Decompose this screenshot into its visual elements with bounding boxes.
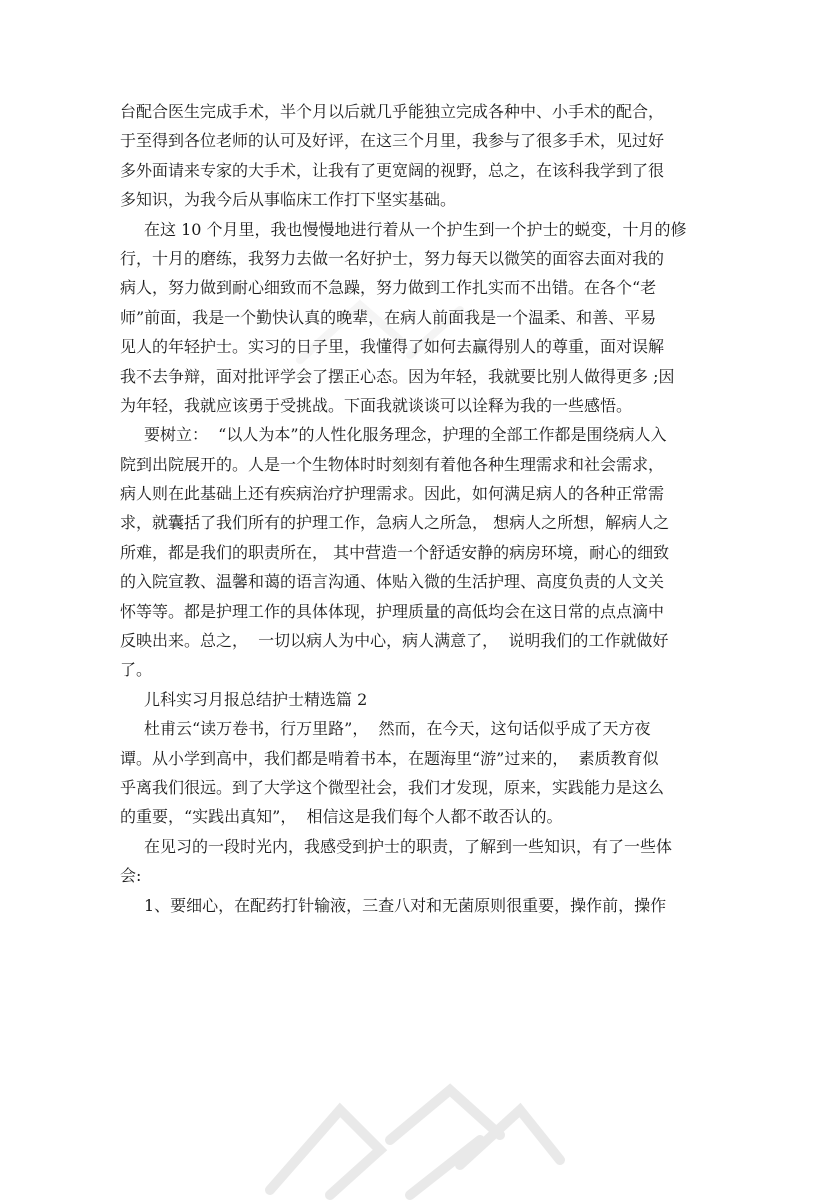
text-line: 多外面请来专家的大手术，让我有了更宽阔的视野，总之，在该科我学到了很	[120, 160, 665, 180]
text-line: 杜甫云“读万卷书，行万里路”， 然而，在今天，这句话似乎成了天方夜	[144, 719, 651, 739]
text-line: 为年轻，我就应该勇于受挑战。下面我就谈谈可以诠释为我的一些感悟。	[120, 395, 633, 415]
text-line: 师”前面，我是一个勤快认真的晚辈，在病人前面我是一个温柔、和善、平易	[120, 307, 657, 327]
text-line: 怀等等。都是护理工作的具体体现，护理质量的高低均会在这日常的点点滴中	[120, 601, 665, 621]
text-line: 院到出院展开的。人是一个生物体时时刻刻有着他各种生理需求和社会需求，	[120, 454, 665, 474]
text-line: 病人则在此基础上还有疾病治疗护理需求。因此，如何满足病人的各种正常需	[120, 484, 665, 504]
watermark-seal-icon	[250, 1080, 580, 1200]
text-line: 的入院宣教、温馨和蔼的语言沟通、体贴入微的生活护理、高度负责的人文关	[120, 572, 665, 592]
text-line: 了。	[120, 660, 153, 680]
text-line: 病人，努力做到耐心细致而不急躁，努力做到工作扎实而不出错。在各个“老	[120, 278, 657, 298]
text-line: 台配合医生完成手术，半个月以后就几乎能独立完成各种中、小手术的配合，	[120, 102, 665, 121]
text-line: 的重要，“实践出真知”， 相信这是我们每个人都不敢否认的。	[120, 807, 563, 827]
text-line: 多知识，为我今后从事临床工作打下坚实基础。	[120, 190, 457, 210]
text-line: 谭。从小学到高中，我们都是啃着书本，在题海里“游”过来的， 素质教育似	[120, 748, 659, 768]
text-line: 儿科实习月报总结护士精选篇 2	[144, 689, 368, 709]
text-line: 见人的年轻护士。实习的日子里，我懂得了如何去赢得别人的尊重，面对误解	[120, 337, 665, 357]
text-line: 所难，都是我们的职责所在， 其中营造一个舒适安静的病房环境，耐心的细致	[120, 542, 670, 562]
text-line: 行，十月的磨练，我努力去做一名好护士，努力每天以微笑的面容去面对我的	[120, 248, 665, 268]
text-line: 于至得到各位老师的认可及好评，在这三个月里，我参与了很多手术，见过好	[120, 131, 665, 151]
text-line: 我不去争辩，面对批评学会了摆正心态。因为年轻，我就要比别人做得更多 ;因	[120, 366, 675, 386]
text-line: 在这 10 个月里，我也慢慢地进行着从一个护生到一个护士的蜕变，十月的修	[144, 219, 687, 239]
text-line: 1、要细心，在配药打针输液，三查八对和无菌原则很重要，操作前，操作	[144, 895, 667, 915]
text-line: 求，就囊括了我们所有的护理工作，急病人之所急， 想病人之所想，解病人之	[120, 513, 670, 533]
text-line: 要树立： “以人为本”的人性化服务理念，护理的全部工作都是围绕病人入	[144, 425, 667, 445]
text-line: 反映出来。总之， 一切以病人为中心，病人满意了， 说明我们的工作就做好	[120, 631, 669, 651]
text-line: 会:	[120, 866, 142, 886]
document-body	[120, 97, 710, 920]
text-line: 在见习的一段时光内，我感受到护士的职责，了解到一些知识，有了一些体	[144, 836, 673, 856]
text-line: 乎离我们很远。到了大学这个微型社会，我们才发现，原来，实践能力是这么	[120, 777, 665, 797]
